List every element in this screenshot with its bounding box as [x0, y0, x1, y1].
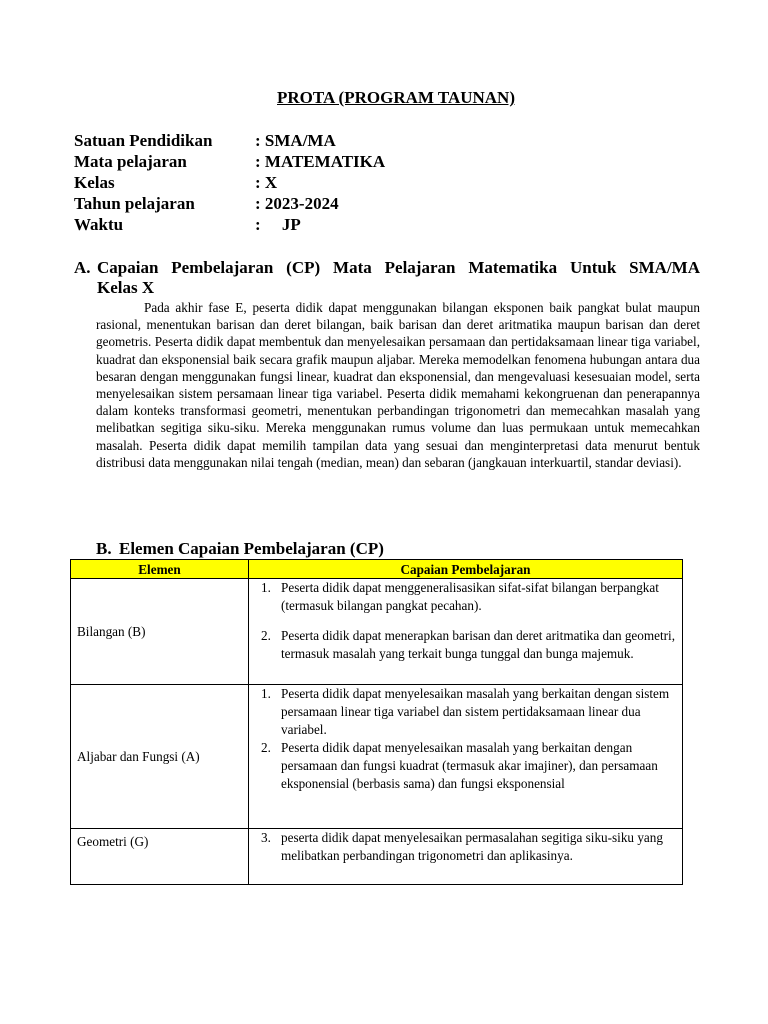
cp-cell — [249, 829, 683, 885]
header-capaian-pembelajaran: Capaian Pembelajaran — [249, 560, 683, 579]
info-value: : X — [255, 173, 278, 192]
info-label: Satuan Pendidikan — [74, 131, 213, 150]
list-item-number: 1. — [261, 686, 271, 701]
elemen-cell: Aljabar dan Fungsi (A) — [71, 685, 249, 829]
document-title — [0, 88, 768, 108]
section-b-letter: B. — [96, 539, 112, 558]
info-row-kelas — [74, 172, 385, 193]
list-item — [261, 627, 676, 663]
section-a-heading — [74, 258, 700, 298]
list-item-number: 2. — [261, 628, 271, 643]
list-item-text: Peserta didik dapat menerapkan barisan dan deret aritmatika dan geometri, termasuk masalah yang terkait bunga tunggal dan bunga majemuk. — [281, 628, 676, 661]
cp-cell — [249, 579, 683, 685]
section-a-heading-line1: Capaian Pembelajaran (CP) Mata Pelajaran Matematika Untuk SMA/MA — [97, 258, 700, 277]
info-row-tahun-pelajaran — [74, 193, 385, 214]
header-elemen: Elemen — [71, 560, 249, 579]
section-a-heading-line2: Kelas X — [97, 278, 155, 297]
list-item-number: 1. — [261, 580, 271, 595]
section-b-heading — [96, 539, 384, 559]
list-item-number: 2. — [261, 740, 271, 755]
elemen-cell: Geometri (G) — [71, 829, 249, 885]
info-label: Kelas — [74, 173, 115, 192]
elemen-cell: Bilangan (B) — [71, 579, 249, 685]
cp-cell — [249, 685, 683, 829]
list-item-number: 3. — [261, 830, 271, 845]
list-item — [261, 739, 676, 793]
section-a-paragraph: Pada akhir fase E, peserta didik dapat menggunakan bilangan eksponen baik pangkat bulat maupun rasional, menentukan barisan dan deret bilangan, baik barisan dan deret aritmatika maupun barisan dan deret geometris. Peserta didik dapat membentuk dan menyelesaikan persamaan dan pertidaksamaan linear tiga variabel, kuadrat dan eksponensial baik secara grafik maupun aljabar. Mereka memodelkan fenomena hubungan antara dua besaran dengan menggunakan fungsi linear, kuadrat dan eksponensial, dan mengevaluasi kesesuaian model, serta menyelesaikan sistem persamaan linear tiga variabel. Peserta didik memahami kekongruenan dan penerapannya dalam konteks transformasi geometri, menentukan perbandingan trigonometri dan memecahkan masalah yang melibatkan segitiga siku-siku. Mereka menggunakan rumus volume dan luas permukaan untuk memecahkan masalah. Peserta didik dapat memilih tampilan data yang sesuai dan menginterpretasi data menurut bentuk distribusi data menggunakan nilai tengah (median, mean) dan sebaran (jangkauan interkuartil, standar deviasi). — [96, 300, 700, 470]
info-block — [74, 130, 385, 235]
cp-table — [70, 559, 683, 885]
list-item — [261, 829, 676, 865]
table-row — [71, 685, 683, 829]
info-label: Waktu — [74, 215, 124, 234]
info-value: : SMA/MA — [255, 131, 336, 150]
spacer — [261, 615, 676, 627]
info-row-mata-pelajaran — [74, 151, 385, 172]
list-item — [261, 685, 676, 739]
section-a-letter: A. — [74, 258, 91, 277]
info-row-satuan-pendidikan — [74, 130, 385, 151]
document-title-text: PROTA (PROGRAM TAUNAN) — [277, 88, 515, 107]
info-row-waktu — [74, 214, 385, 235]
info-value: : 2023-2024 — [255, 194, 339, 213]
table-header-row — [71, 560, 683, 579]
list-item-text: Peserta didik dapat menggeneralisasikan sifat-sifat bilangan berpangkat (termasuk bilangan pangkat pecahan). — [281, 580, 659, 613]
list-item-text: peserta didik dapat menyelesaikan permasalahan segitiga siku-siku yang melibatkan perbandingan trigonometri dan aplikasinya. — [281, 830, 663, 863]
info-label: Mata pelajaran — [74, 152, 187, 171]
table-row — [71, 579, 683, 685]
list-item-text: Peserta didik dapat menyelesaikan masalah yang berkaitan dengan sistem persamaan linear tiga variabel dan sistem pertidaksamaan linear dua variabel. — [281, 686, 670, 737]
info-value: : JP — [255, 215, 301, 234]
table-row — [71, 829, 683, 885]
info-label: Tahun pelajaran — [74, 194, 195, 213]
list-item-text: Peserta didik dapat menyelesaikan masalah yang berkaitan dengan persamaan dan fungsi kuadrat (termasuk akar imajiner), dan persamaan eksponensial (berbasis sama) dan fungsi eksponensial — [281, 740, 658, 791]
info-value: : MATEMATIKA — [255, 152, 386, 171]
section-b-heading-text: Elemen Capaian Pembelajaran (CP) — [119, 539, 384, 558]
list-item — [261, 579, 676, 615]
